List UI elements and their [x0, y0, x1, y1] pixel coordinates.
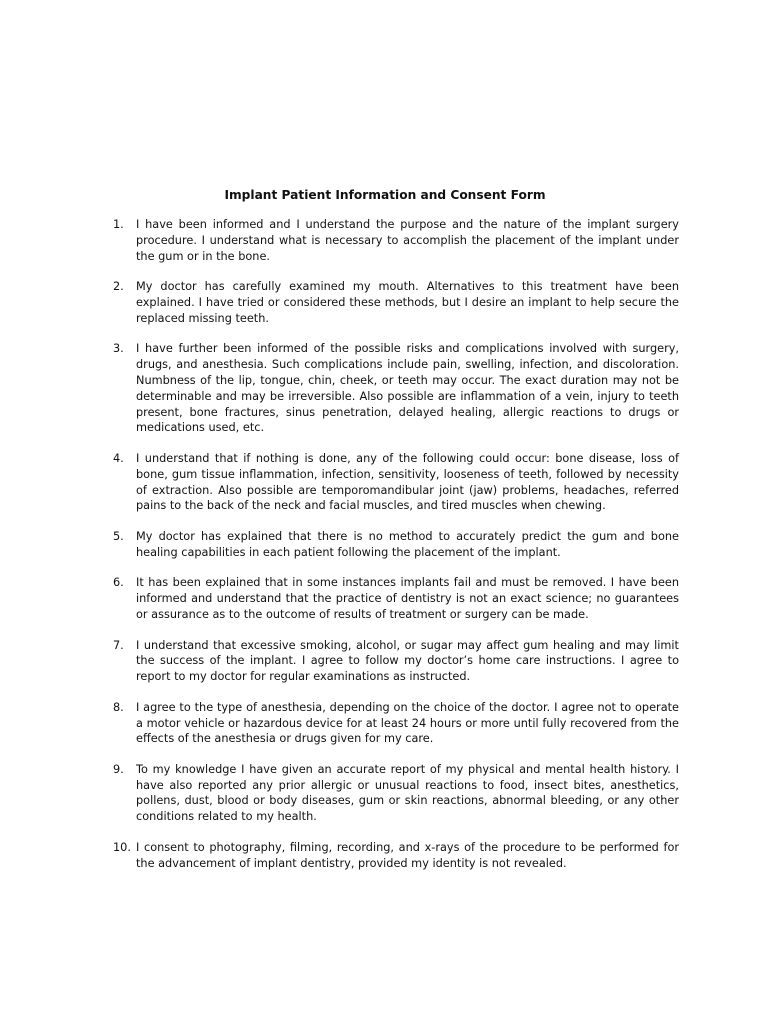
consent-item-6 [113, 575, 679, 622]
item-number: 10. [113, 840, 131, 854]
item-number: 6. [113, 576, 124, 590]
page-title: Implant Patient Information and Consent Form [224, 188, 546, 202]
item-text: I have further been informed of the possible risks and complications involved with surgery, drugs, and anesthesia. Such complications include pain, swelling, infection, and discoloration. Numbness of the lip, tongue, chin, cheek, or teeth may occur. The exact duration may not be determinable and may be irreversible. Also possible are inflammation of a vein, injury to teeth present, bone fractures, sinus penetration, delayed healing, allergic reactions to drugs or medications used, etc. [136, 342, 679, 435]
item-text: I consent to photography, filming, recording, and x-rays of the procedure to be performed for the advancement of implant dentistry, provided my identity is not revealed. [136, 840, 679, 870]
consent-item-1 [113, 217, 679, 264]
consent-item-9 [113, 762, 679, 825]
consent-item-4 [113, 451, 679, 514]
item-text: I understand that excessive smoking, alcohol, or sugar may affect gum healing and may limit the success of the implant. I agree to follow my doctor’s home care instructions. I agree to report to my doctor for regular examinations as instructed. [136, 638, 679, 684]
item-text: I have been informed and I understand the purpose and the nature of the implant surgery procedure. I understand what is necessary to accomplish the placement of the implant under the gum or in the bone. [136, 218, 679, 263]
item-number: 8. [113, 700, 124, 714]
item-text: It has been explained that in some instances implants fail and must be removed. I have been informed and understand that the practice of dentistry is not an exact science; no guarantees or assurance as to the outcome of results of treatment or surgery can be made. [136, 576, 679, 621]
consent-item-3 [113, 341, 679, 436]
item-number: 5. [113, 529, 124, 543]
consent-item-8 [113, 700, 679, 747]
consent-item-5 [113, 529, 679, 561]
item-number: 3. [113, 342, 124, 356]
item-number: 1. [113, 218, 124, 231]
item-text: My doctor has explained that there is no method to accurately predict the gum and bone healing capabilities in each patient following the placement of the implant. [136, 529, 679, 559]
item-text: My doctor has carefully examined my mouth. Alternatives to this treatment have been explained. I have tried or considered these methods, but I desire an implant to help secure the replaced missing teeth. [136, 280, 679, 325]
item-text: I agree to the type of anesthesia, depending on the choice of the doctor. I agree not to operate a motor vehicle or hazardous device for at least 24 hours or more until fully recovered from the effects of the anesthesia or drugs given for my care. [136, 700, 679, 746]
item-text: To my knowledge I have given an accurate report of my physical and mental health history. I have also reported any prior allergic or unusual reactions to food, insect bites, anesthetics, pollens, dust, blood or body diseases, gum or skin reactions, abnormal bleeding, or any other conditions related to my health. [136, 762, 679, 824]
consent-item-10 [113, 840, 679, 872]
consent-item-list [113, 217, 679, 886]
consent-item-2 [113, 279, 679, 326]
item-number: 2. [113, 280, 124, 294]
item-text: I understand that if nothing is done, any of the following could occur: bone disease, loss of bone, gum tissue inflammation, infection, sensitivity, looseness of teeth, followed by necessity of extraction. Also possible are temporomandibular joint (jaw) problems, headaches, referred pains to the back of the neck and facial muscles, and tired muscles when chewing. [136, 451, 679, 513]
consent-item-7 [113, 638, 679, 685]
item-number: 7. [113, 638, 124, 652]
item-number: 9. [113, 762, 124, 776]
item-number: 4. [113, 451, 124, 465]
